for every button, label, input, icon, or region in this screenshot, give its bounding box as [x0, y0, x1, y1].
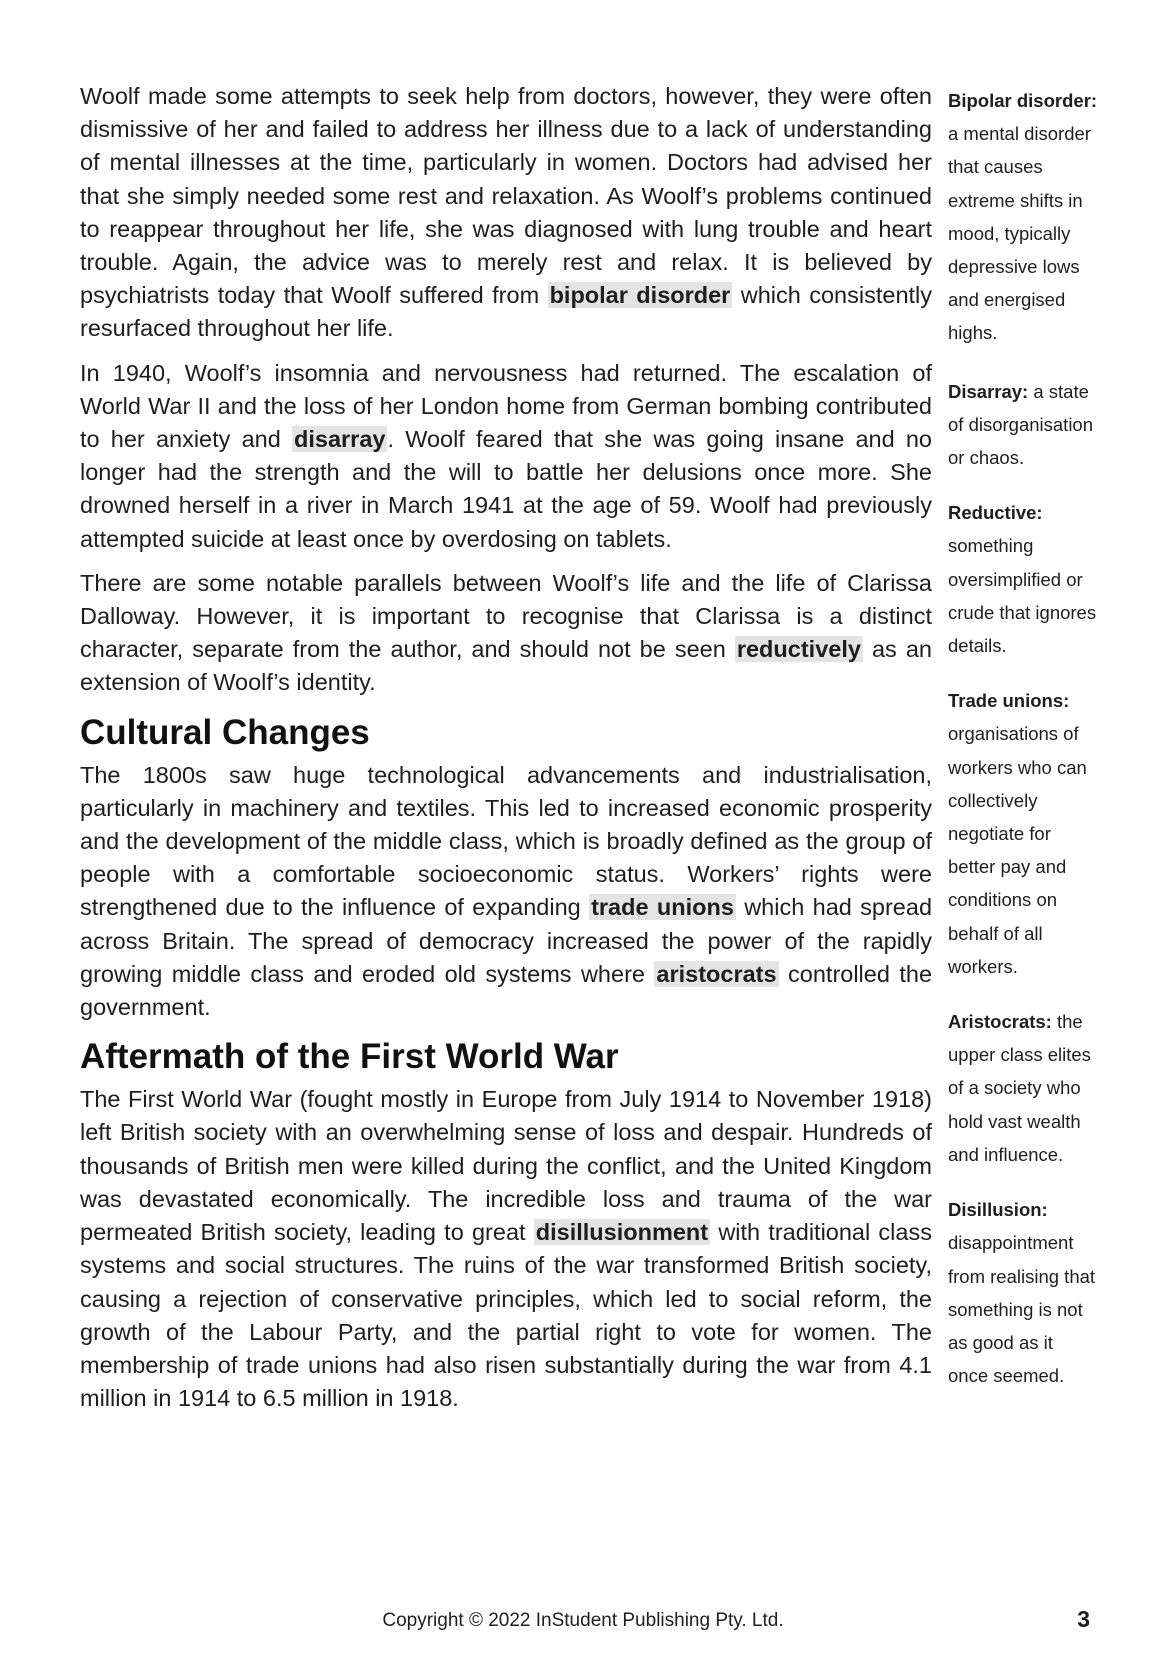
main-content: [80, 80, 932, 1426]
glossary-definition: something oversimplified or crude that ignores details.: [948, 535, 1097, 657]
glossary-entry-bipolar: [948, 84, 1098, 350]
paragraph-parallels: [80, 567, 932, 700]
heading-cultural-changes: Cultural Changes: [80, 712, 370, 752]
highlight-term-trade-unions: trade unions: [591, 894, 734, 921]
copyright-notice: Copyright © 2022 InStudent Publishing Pty. Ltd.: [382, 1610, 784, 1631]
paragraph-text: which consistently resurfaced throughout her life.: [80, 282, 933, 342]
glossary-definition: organisations of workers who can collectively negotiate for better pay and conditions on behalf of all workers.: [948, 723, 1087, 977]
glossary-definition: a mental disorder that causes extreme shifts in mood, typically depressive lows and energised highs.: [948, 123, 1091, 344]
highlight-term-bipolar-disorder: bipolar disorder: [549, 282, 731, 309]
paragraph-text: as an extension of Woolf’s identity.: [80, 636, 932, 696]
paragraph-text: which had spread across Britain. The spread of democracy increased the power of the rapidly growing middle class and eroded old systems where: [80, 894, 933, 987]
paragraph-text: The First World War (fought mostly in Europe from July 1914 to November 1918) left British society with an overwhelming sense of loss and despair. Hundreds of thousands of British men were killed during the conflict, and the United Kingdom was devastated economically. The incredible loss and trauma of the war permeated British society, leading to great: [80, 1086, 932, 1246]
glossary-entry-reductive: [948, 496, 1098, 662]
heading-aftermath: Aftermath of the First World War: [80, 1037, 619, 1077]
paragraph-woolf-doctors: [80, 80, 932, 346]
highlight-term-disarray: disarray: [294, 426, 386, 453]
glossary-sidebar: [948, 84, 1098, 1392]
highlight-term-reductively: reductively: [736, 636, 861, 663]
glossary-entry-aristocrats: [948, 1005, 1098, 1171]
paragraph-text: The 1800s saw huge technological advancements and industrialisation, particularly in machinery and textiles. This led to increased economic prosperity and the development of the middle class, which is broadly defined as the group of people with a comfortable socioeconomic status. Workers’ rights were strengthened due to the influence of expanding: [80, 761, 932, 921]
glossary-definition: the upper class elites of a society who hold vast wealth and influence.: [948, 1011, 1091, 1165]
glossary-term: Aristocrats:: [948, 1011, 1052, 1033]
glossary-term: Disarray:: [948, 380, 1029, 402]
paragraph-cultural-changes: [80, 759, 932, 1025]
glossary-definition: disappointment from realising that something is not as good as it once seemed.: [948, 1232, 1096, 1387]
highlight-term-aristocrats: aristocrats: [656, 960, 777, 987]
glossary-term: Bipolar disorder:: [948, 90, 1098, 111]
glossary-definition: a state of disorganisation or chaos.: [948, 380, 1094, 469]
paragraph-text: In 1940, Woolf’s insomnia and nervousness had returned. The escalation of World War II and the loss of her London home from German bombing contributed to her anxiety and: [80, 359, 932, 453]
paragraph-aftermath: [80, 1083, 932, 1415]
glossary-term: Reductive:: [948, 502, 1043, 524]
glossary-entry-trade-unions: [948, 684, 1098, 983]
glossary-entry-disarray: [948, 375, 1098, 475]
paragraph-woolf-1940: [80, 357, 932, 556]
paragraph-text: controlled the government.: [80, 960, 933, 1021]
glossary-term: Disillusion:: [948, 1199, 1048, 1221]
glossary-entry-disillusion: [948, 1193, 1098, 1392]
paragraph-text: . Woolf feared that she was going insane and no longer had the strength and the will to battle her delusions once more. She drowned herself in a river in March 1941 at the age of 59. Woolf had previously attempted suicide at least once by overdosing on tablets.: [80, 426, 932, 552]
page-footer: [0, 1606, 1166, 1636]
paragraph-text: There are some notable parallels between Woolf’s life and the life of Clarissa Dalloway. However, it is important to recognise that Clarissa is a distinct character, separate from the author, and should not be seen: [80, 569, 932, 663]
paragraph-text: Woolf made some attempts to seek help from doctors, however, they were often dismissive of her and failed to address her illness due to a lack of understanding of mental illnesses at the time, particularly in women. Doctors had advised her that she simply needed some rest and relaxation. As Woolf’s problems continued to reappear throughout her life, she was diagnosed with lung trouble and heart trouble. Again, the advice was to merely rest and relax. It is believed by psychiatrists today that Woolf suffered from: [80, 83, 932, 309]
glossary-term: Trade unions:: [948, 690, 1070, 712]
paragraph-text: with traditional class systems and social structures. The ruins of the war transformed British society, causing a rejection of conservative principles, which led to social reform, the growth of the Labour Party, and the partial right to vote for women. The membership of trade unions had also risen substantially during the war from 4.1 million in 1914 to 6.5 million in 1918.: [80, 1219, 932, 1412]
page-number: 3: [1077, 1606, 1090, 1632]
highlight-term-disillusionment: disillusionment: [535, 1219, 709, 1246]
